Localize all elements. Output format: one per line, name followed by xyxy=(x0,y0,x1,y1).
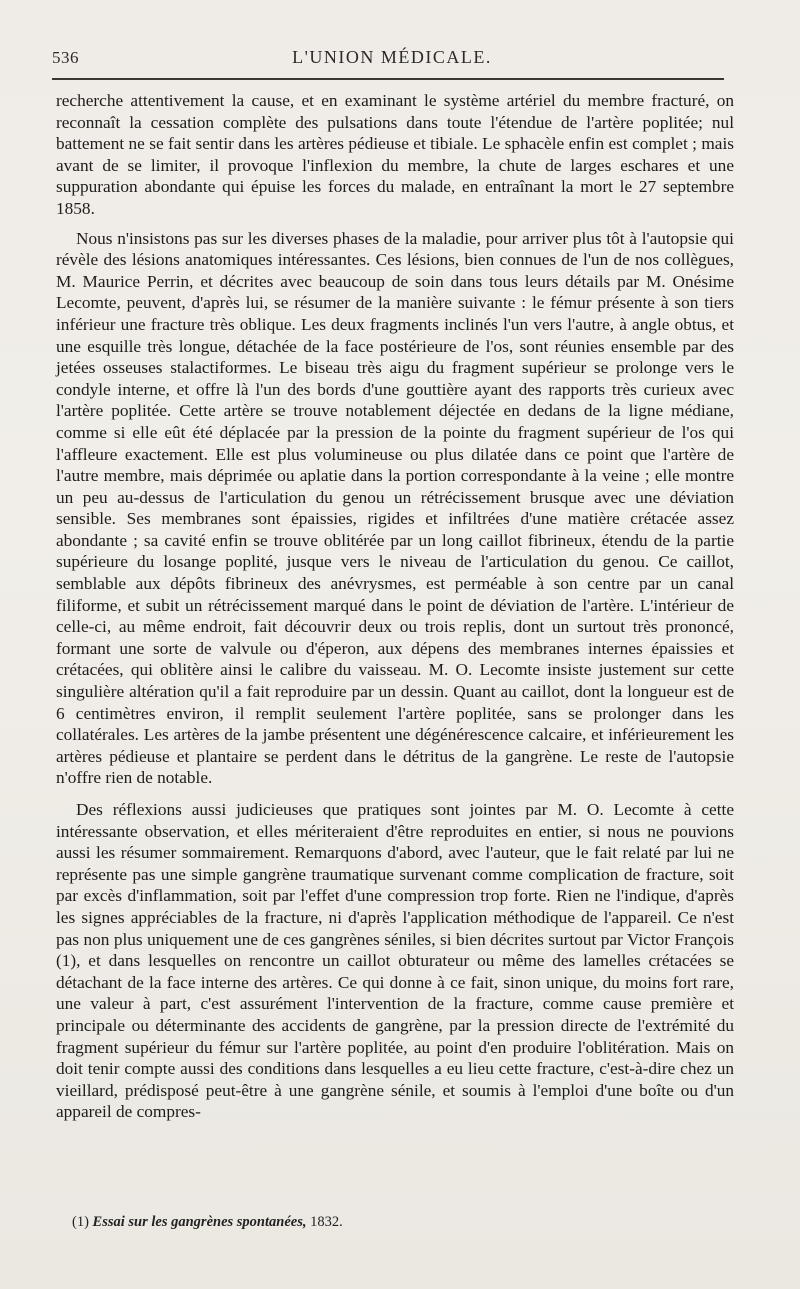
running-title: L'UNION MÉDICALE. xyxy=(292,47,492,67)
footnote-marker: (1) xyxy=(72,1214,89,1230)
footnote-rule xyxy=(56,1205,176,1206)
footnote-title: Essai sur les gangrènes spontanées, xyxy=(92,1214,307,1230)
paragraph-3: Des réflexions aussi judicieuses que pratiques sont jointes par M. O. Lecomte à cette intéressante observation, et elles mériteraient d'être reproduites en entier, si nous ne pouvions aussi les résumer sommairement. Remarquons d'abord, avec l'auteur, que le fait relaté par lui ne représente pas une simple gangrène traumatique survenant comme complication de fracture, soit par excès d'inflammation, soit par l'effet d'une compression trop forte. Rien ne l'indique, d'après les signes appréciables de la fracture, ni d'après l'application méthodique de l'appareil. Ce n'est pas non plus uniquement une de ces gangrènes séniles, si bien décrites surtout par Victor François (1), et dans lesquelles on rencontre un caillot obturateur ou même des lamelles crétacées se détachant de la face interne des artères. Ce qui donne à ce fait, sinon unique, du moins fort rare, une valeur à part, c'est assurément l'intervention de la fracture, comme cause première et principale ou déterminante des accidents de gangrène, par la pression directe de l'extrémité du fragment supérieur du fémur sur l'artère poplitée, au point d'en produire l'oblitération. Mais on doit tenir compte aussi des conditions dans lesquelles a eu lieu cette fracture, c'est-à-dire chez un vieillard, prédisposé peut-être à une gangrène sénile, et soumis à l'emploi d'une boîte ou d'un appareil de compres- xyxy=(56,800,734,1122)
footnote-year: 1832. xyxy=(310,1214,343,1230)
paragraph-2: Nous n'insistons pas sur les diverses phases de la maladie, pour arriver plus tôt à l'autopsie qui révèle des lésions anatomiques intéressantes. Ces lésions, bien connues de l'un de nos collègues, M. Maurice Perrin, et décrites avec beaucoup de soin dans tous leurs détails par M. Onésime Lecomte, peuvent, d'après lui, se résumer de la manière suivante : le fémur présente à son tiers inférieur une fracture très oblique. Les deux fragments inclinés l'un vers l'autre, à angle obtus, et une esquille très longue, détachée de la face postérieure de l'os, sont réunies ensemble par des jetées osseuses stalactiformes. Le biseau très aigu du fragment supérieur se prolonge vers le condyle interne, et offre là l'un des bords d'une gouttière ayant des rapports très curieux avec l'artère poplitée. Cette artère se trouve notablement déjectée en dedans de la ligne médiane, comme si elle eût été déplacée par la pression de la pointe du fragment supérieur de l'os qui l'affleure exactement. Elle est plus volumineuse ou plus dilatée dans ce point que l'artère de l'autre membre, mais déprimée ou aplatie dans la portion correspondante à la veine ; elle montre un peu au-dessus de l'articulation du genou un rétrécissement brusque avec une déviation sensible. Ses membranes sont épaissies, rigides et infiltrées d'une matière crétacée assez abondante ; sa cavité enfin se trouve oblitérée par un long caillot fibrineux, étendu de la partie supérieure du losange poplité, jusque vers le niveau de l'articulation du genou. Ce caillot, semblable aux dépôts fibrineux des anévrysmes, est perméable à son centre par un canal filiforme, et subit un rétrécissement marqué dans le point de déviation de l'artère. L'intérieur de celle-ci, au même endroit, fait découvrir deux ou trois replis, dont un surtout très prononcé, formant une sorte de valvule ou d'éperon, aux dépens des membranes internes épaissies et crétacées, qui oblitère ainsi le calibre du vaisseau. M. O. Lecomte insiste justement sur cette singulière altération qu'il a fait reproduire par un dessin. Quant au caillot, dont la longueur est de 6 centimètres environ, il remplit seulement l'artère poplitée, sans se prolonger dans les collatérales. Les artères de la jambe présentent une dégénérescence calcaire, et inférieurement les artères pédieuse et plantaire se perdent dans le détritus de la gangrène. Le reste de l'autopsie n'offre rien de notable. xyxy=(56,228,734,788)
page-number: 536 xyxy=(52,48,79,67)
body-text xyxy=(56,90,734,1133)
page-header xyxy=(52,44,732,74)
paragraph-1: recherche attentivement la cause, et en examinant le système artériel du membre fracturé, on reconnaît la cessation complète des pulsations dans toute l'étendue de l'artère poplitée; nul battement ne se fait sentir dans les artères pédieuse et tibiale. Le sphacèle enfin est complet ; mais avant de se limiter, il provoque l'inflexion du membre, la chute de larges eschares et une suppuration abondante qui épuise les forces du malade, en entraînant la mort le 27 septembre 1858. xyxy=(56,91,734,218)
header-rule xyxy=(52,78,724,80)
footnote xyxy=(72,1214,732,1231)
